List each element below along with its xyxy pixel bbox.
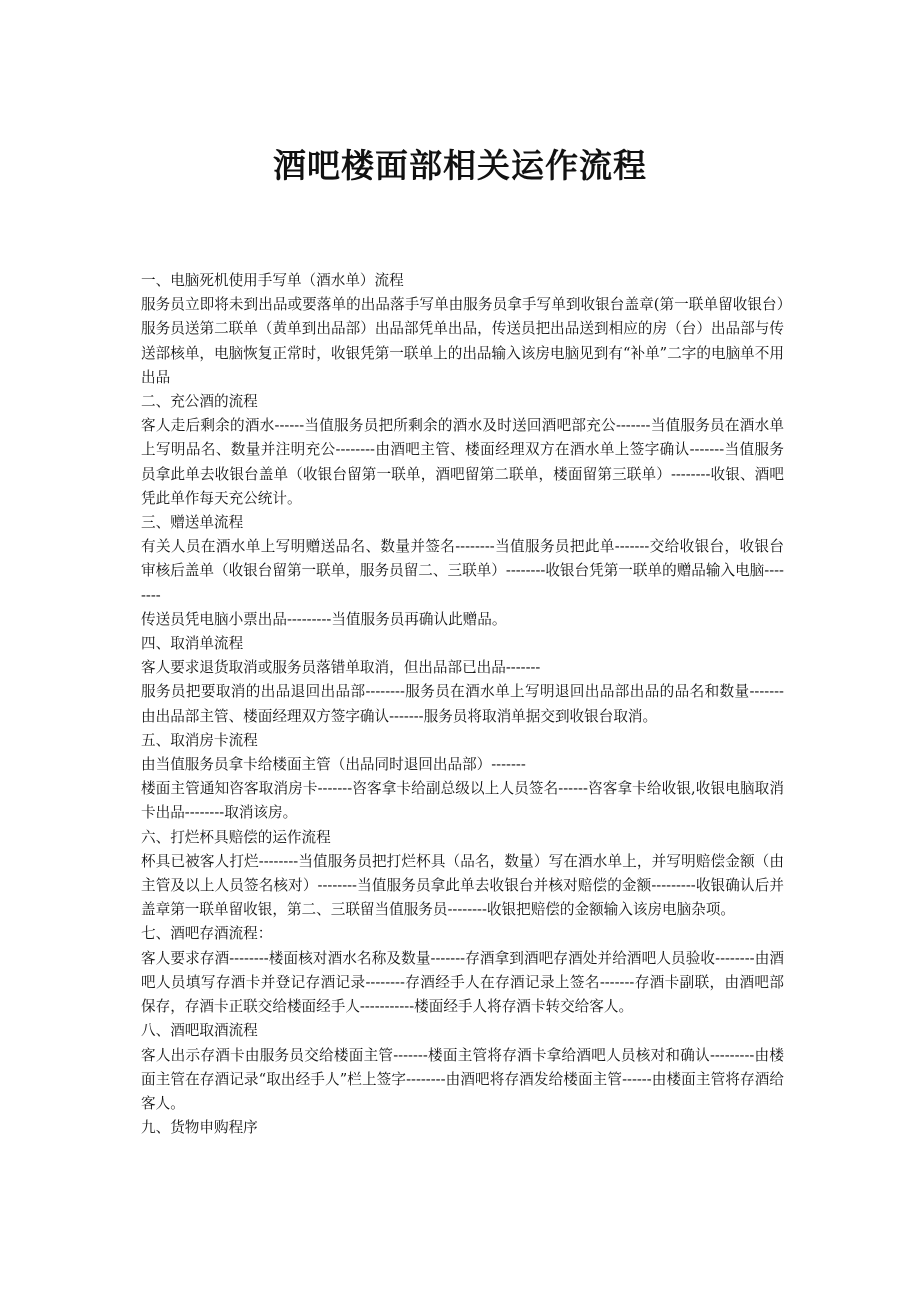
section-complimentary-order <box>141 511 784 632</box>
section-heading: 九、货物申购程序 <box>141 1119 258 1137</box>
document-body <box>141 269 784 1140</box>
section-paragraph: 有关人员在酒水单上写明赠送品名、数量并签名--------当值服务员把此单-------交给收银台，收银台审核后盖单（收银台留第一联单，服务员留二、三联单）--------收银台凭第一联单的赠品输入电脑-------- <box>141 538 784 604</box>
section-computer-crash-handwritten-order <box>141 269 784 390</box>
section-heading: 五、取消房卡流程 <box>141 731 258 749</box>
section-paragraph: 客人要求存酒--------楼面核对酒水名称及数量-------存酒拿到酒吧存酒处并给酒吧人员验收--------由酒吧人员填写存酒卡并登记存酒记录--------存酒经手人在存酒记录上签名-------存酒卡副联，由酒吧部保存，存酒卡正联交给楼面经手人-----------楼面经手人将存酒卡转交给客人。 <box>141 949 784 1016</box>
section-bar-liquor-retrieval <box>141 1019 784 1116</box>
section-paragraph: 杯具已被客人打烂--------当值服务员把打烂杯具（品名，数量）写在酒水单上，并写明赔偿金额（由主管及以上人员签名核对）--------当值服务员拿此单去收银台并核对赔偿的金额---------收银确认后并盖章第一联单留收银，第二、三联留当值服务员--------收银把赔偿的金额输入该房电脑杂项。 <box>141 852 784 919</box>
section-paragraph: 客人走后剩余的酒水------当值服务员把所剩余的酒水及时送回酒吧部充公-------当值服务员在酒水单上写明品名、数量并注明充公--------由酒吧主管、楼面经理双方在酒水单上签字确认-------当值服务员拿此单去收银台盖单（收银台留第一联单，酒吧留第二联单，楼面留第三联单）--------收银、酒吧凭此单作每天充公统计。 <box>141 417 784 507</box>
section-paragraph: 服务员把要取消的出品退回出品部--------服务员在酒水单上写明退回出品部出品的品名和数量-------由出品部主管、楼面经理双方签字确认-------服务员将取消单据交到收银台取消。 <box>141 683 784 725</box>
section-paragraph: 服务员立即将未到出品或要落单的出品落手写单由服务员拿手写单到收银台盖章(第一联单留收银台）服务员送第二联单（黄单到出品部）出品部凭单出品，传送员把出品送到相应的房（台）出品部与传送部核单，电脑恢复正常时，收银凭第一联单上的出品输入该房电脑见到有“补单”二字的电脑单不用出品 <box>141 296 784 386</box>
section-paragraph: 客人要求退货取消或服务员落错单取消，但出品部已出品------- <box>141 659 541 677</box>
section-bar-liquor-storage <box>141 922 784 1019</box>
section-heading: 一、电脑死机使用手写单（酒水单）流程 <box>141 272 404 289</box>
section-cancel-room-card <box>141 729 784 826</box>
section-heading: 八、酒吧取酒流程 <box>141 1022 258 1040</box>
section-paragraph: 由当值服务员拿卡给楼面主管（出品同时退回出品部）------- <box>141 756 526 774</box>
document-title: 酒吧楼面部相关运作流程 <box>273 146 647 185</box>
section-confiscated-liquor <box>141 390 784 511</box>
section-paragraph: 传送员凭电脑小票出品---------当值服务员再确认此赠品。 <box>141 610 507 628</box>
section-paragraph: 客人出示存酒卡由服务员交给楼面主管-------楼面主管将存酒卡拿给酒吧人员核对和确认---------由楼面主管在存酒记录“取出经手人”栏上签字--------由酒吧将存酒发给楼面主管------由楼面主管将存酒给客人。 <box>141 1046 784 1112</box>
section-heading: 三、赠送单流程 <box>141 514 244 532</box>
section-heading: 七、酒吧存酒流程： <box>141 925 273 943</box>
section-paragraph: 楼面主管通知咨客取消房卡-------咨客拿卡给副总级以上人员签名------咨客拿卡给收银,收银电脑取消卡出品--------取消该房。 <box>141 780 784 822</box>
section-broken-glassware-compensation <box>141 826 784 923</box>
section-goods-purchase-request <box>141 1116 784 1140</box>
section-heading: 六、打烂杯具赔偿的运作流程 <box>141 828 331 846</box>
section-heading: 四、取消单流程 <box>141 635 244 653</box>
section-heading: 二、充公酒的流程 <box>141 393 258 411</box>
section-cancel-order <box>141 632 784 729</box>
